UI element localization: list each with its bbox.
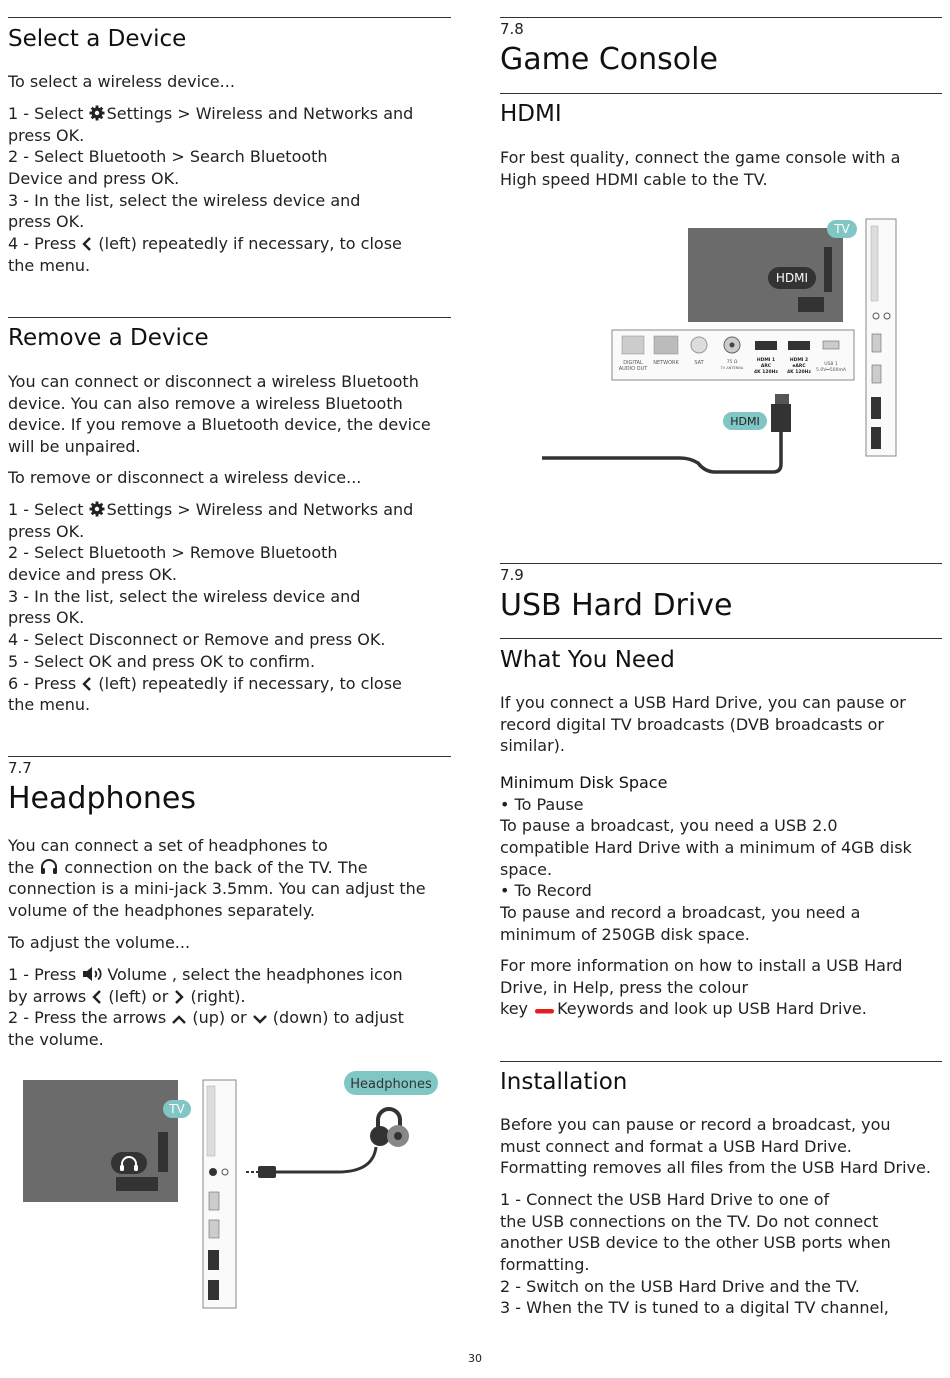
svg-text:HDMI 1: HDMI 1 [756,358,776,363]
chevron-left-icon [81,675,93,697]
divider [500,563,942,564]
svg-text:DIGITAL: DIGITAL [623,360,643,366]
svg-text:USB 1: USB 1 [824,362,838,367]
chevron-left-icon [81,235,93,257]
volume-icon [81,966,107,988]
subsection-title-hdmi: HDMI [500,101,562,127]
section-title-remove-device: Remove a Device [8,325,209,351]
svg-text:4K 120Hz: 4K 120Hz [787,370,811,375]
chevron-left-icon [91,988,103,1010]
svg-text:NETWORK: NETWORK [653,360,679,366]
svg-text:ARC: ARC [760,364,772,369]
svg-text:HDMI 2: HDMI 2 [789,358,809,363]
divider [8,756,451,757]
section-number: 7.7 [8,759,32,777]
svg-text:eARC: eARC [792,364,806,369]
remove-device-paragraph: You can connect or disconnect a wireless Bluetooth device. You can also remove a wireless Bluetooth device. If you remove a Bluetooth device, the device will be unpaired. [8,372,431,457]
headphones-icon [370,1109,409,1147]
chevron-right-icon [173,988,185,1010]
page-number: 30 [468,1352,482,1365]
hdmi-connection-figure [530,212,942,474]
section-number: 7.9 [500,566,524,584]
select-device-intro: To select a wireless device... [8,72,235,91]
headphones-intro: To adjust the volume... [8,933,191,952]
subsection-title-what-you-need: What You Need [500,647,675,673]
svg-text:4K 120Hz: 4K 120Hz [754,370,778,375]
divider [8,317,451,318]
section-title-game-console: Game Console [500,42,718,77]
headphones-label: Headphones [350,1077,432,1092]
divider [8,17,451,18]
installation-steps: 1 - Connect the USB Hard Drive to one of the USB connections on the TV. Do not connect another USB device to the other USB ports when formatting. 2 - Switch on the USB Hard Drive and the TV. 3 - When the TV is tuned to a digital TV channel, [500,1190,891,1318]
hdmi-cable-label: HDMI [730,415,760,428]
hdmi-badge-label: HDMI [775,271,809,285]
remove-device-steps: 1 - Select Settings > Wireless and Networks and press OK. 2 - Select Bluetooth > Remove Bluetooth device and press OK. 3 - In the list, select the wireless device and press OK. 4 - Select Disconnect or Remove and press OK. 5 - Select OK and press OK to confirm. 6 - Press (left) repeatedly if necessary, to close the menu. [8,500,414,715]
game-console-paragraph: For best quality, connect the game console with a High speed HDMI cable to the TV. [500,148,901,189]
svg-text:5.0V⎓500mA: 5.0V⎓500mA [816,368,846,373]
gear-icon [89,105,107,127]
remove-device-intro: To remove or disconnect a wireless device... [8,468,362,487]
hdmi-cable [542,432,781,472]
headphones-connection-figure [8,1062,451,1314]
headphones-steps: 1 - Press Volume , select the headphones icon by arrows (left) or (right). 2 - Press the arrows (up) or (down) to adjust the volume. [8,965,404,1050]
divider [500,1061,942,1062]
svg-text:AUDIO OUT: AUDIO OUT [618,366,648,372]
svg-text:TV ANTENNA: TV ANTENNA [720,366,744,370]
subsection-title-installation: Installation [500,1069,628,1095]
divider [500,93,942,94]
divider [500,638,942,639]
usb-more-info: For more information on how to install a USB Hard Drive, in Help, press the colour key Keywords and look up USB Hard Drive. [500,955,902,1020]
tv-label: TV [834,222,850,236]
chevron-down-icon [252,1009,268,1031]
tv-label: TV [169,1102,185,1116]
svg-text:SAT: SAT [694,360,704,366]
installation-paragraph: Before you can pause or record a broadcast, you must connect and format a USB Hard Drive. Formatting removes all files from the USB Hard Drive. [500,1115,931,1178]
chevron-up-icon [171,1009,187,1031]
usb-paragraph: If you connect a USB Hard Drive, you can pause or record digital TV broadcasts (DVB broadcasts or similar). [500,693,906,756]
headphones-paragraph: You can connect a set of headphones to the connection on the back of the TV. The connection is a mini-jack 3.5mm. You can adjust the volume of the headphones separately. [8,836,426,921]
section-number: 7.8 [500,20,524,38]
minimum-disk-space: Minimum Disk Space • To Pause To pause a broadcast, you need a USB 2.0 compatible Hard Drive with a minimum of 4GB disk space. • To Record To pause and record a broadcast, you need a minimum of 250GB disk space. [500,773,912,944]
section-title-headphones: Headphones [8,781,196,816]
svg-text:75 Ω: 75 Ω [726,360,738,365]
gear-icon [89,501,107,523]
headphones-port-badge [111,1152,147,1174]
red-key-icon [533,1000,557,1022]
select-device-steps: 1 - Select Settings > Wireless and Networks and press OK. 2 - Select Bluetooth > Search Bluetooth Device and press OK. 3 - In the list, select the wireless device and press OK. 4 - Press (left) repeatedly if necessary, to close the menu. [8,104,414,275]
section-title-select-device: Select a Device [8,26,187,52]
divider [500,17,942,18]
section-title-usb-hard-drive: USB Hard Drive [500,588,733,623]
headphones-icon [39,858,59,881]
